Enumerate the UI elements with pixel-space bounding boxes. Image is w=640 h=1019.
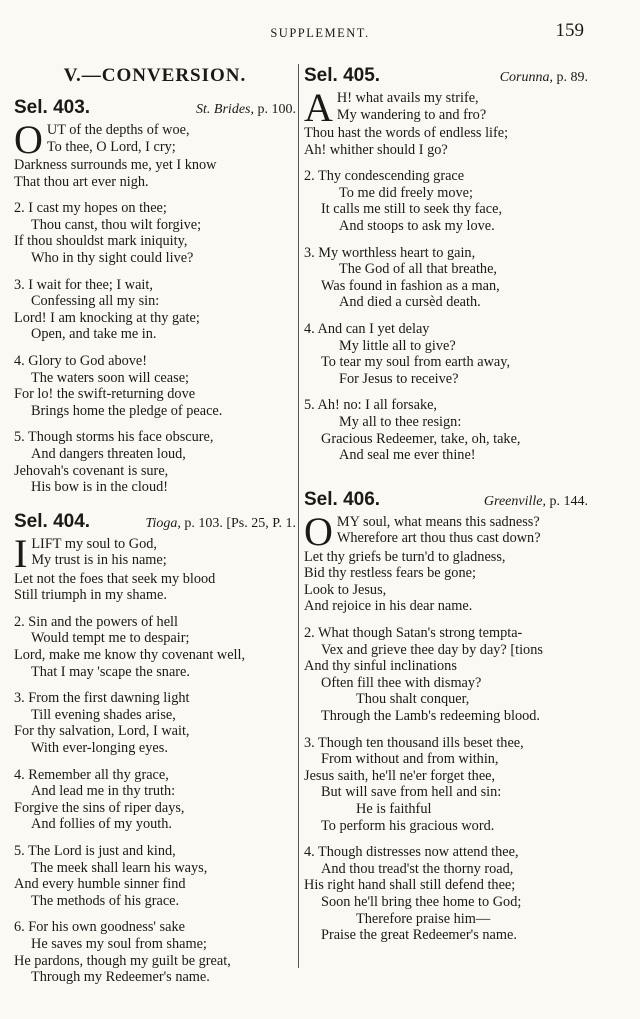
verse-line: To perform his gracious word. (321, 817, 495, 834)
verse-line: Was found in fashion as a man, (321, 277, 500, 294)
tune-name: St. Brides (196, 102, 251, 117)
verse-line: The meek shall learn his ways, (31, 859, 208, 876)
verse-line: His right hand shall still defend thee; (304, 877, 516, 894)
verse-line: My all to thee resign: (339, 413, 462, 430)
verse-line: My trust is in his name; (31, 552, 167, 569)
verse-line: For thy salvation, Lord, I wait, (14, 723, 190, 740)
verse-line: Jehovah's covenant is sure, (14, 462, 169, 479)
verse (304, 321, 588, 387)
verse-line: 3. I wait for thee; I wait, (14, 276, 153, 293)
verse-line: It calls me still to seek thy face, (321, 201, 503, 218)
verse-line: And died a cursèd death. (339, 294, 481, 311)
verse (14, 767, 296, 833)
verse-line: 4. And can I yet delay (304, 320, 430, 337)
verse-line: And lead me in thy truth: (31, 783, 176, 800)
verse-line: Let thy griefs be turn'd to gladness, (304, 548, 506, 565)
verse-line: And thy sinful inclinations (304, 658, 457, 675)
verse (304, 397, 588, 463)
tune-reference (145, 512, 296, 536)
verse (14, 277, 296, 343)
hymn-403 (14, 96, 296, 496)
verse (304, 168, 588, 234)
verse-line: Till evening shades arise, (31, 706, 176, 723)
hymn-header (14, 510, 296, 534)
verse-line: 2. I cast my hopes on thee; (14, 200, 167, 217)
verse (14, 530, 296, 604)
verse-line: Vex and grieve thee day by day? [tions (321, 641, 543, 658)
verse-line: With ever-longing eyes. (31, 740, 168, 757)
verse-line: Often fill thee with dismay? (321, 674, 482, 691)
verse-line: Lord! I am knocking at thy gate; (14, 309, 200, 326)
verse (14, 200, 296, 266)
verse-line: Therefore praise him— (356, 910, 491, 927)
selection-number: Sel. 406. (304, 488, 381, 510)
left-column (14, 64, 296, 1000)
verse-line: 3. My worthless heart to gain, (304, 244, 476, 261)
verse-line: He saves my soul from shame; (31, 935, 207, 952)
selection-number: Sel. 405. (304, 65, 381, 86)
tune-reference (500, 66, 588, 90)
drop-cap: A (304, 85, 333, 130)
verse-line: The methods of his grace. (31, 892, 180, 909)
verse-line: 4. Remember all thy grace, (14, 766, 169, 783)
hymn-header (14, 96, 296, 120)
verse (304, 844, 588, 944)
verse-line: Who in thy sight could live? (31, 249, 194, 266)
verse-line: Through the Lamb's redeeming blood. (321, 708, 540, 725)
drop-cap: O (14, 117, 43, 162)
verse-line: Thou hast the words of endless life; (304, 125, 509, 141)
verse (14, 614, 296, 680)
verse-line: From without and from within, (321, 751, 499, 768)
verse-line: And dangers threaten loud, (31, 445, 186, 462)
verse-line: LIFT my soul to God, (31, 535, 157, 552)
running-title: SUPPLEMENT. (270, 26, 370, 40)
selection-number: Sel. 404. (14, 510, 91, 532)
verse-line: My wandering to and fro? (336, 106, 487, 123)
hymn-404 (14, 510, 296, 986)
verse (304, 735, 588, 835)
verse-line: 2. Thy condescending grace (304, 168, 465, 185)
verse-line: Confessing all my sin: (31, 293, 160, 310)
verse (304, 625, 588, 725)
verse-line: 5. Ah! no: I all forsake, (304, 397, 438, 414)
verse-line: To me did freely move; (339, 184, 473, 201)
hymn-header (304, 488, 588, 512)
hymn-405 (304, 64, 588, 464)
verse-line: And thou tread'st the thorny road, (321, 860, 514, 877)
verse (14, 429, 296, 495)
verse (14, 919, 296, 985)
verse-line: Lord, make me know thy covenant well, (14, 647, 246, 664)
hymn-406 (304, 488, 588, 944)
verse-line: The God of all that breathe, (339, 261, 497, 278)
verse-line: H! what avails my strife, (336, 90, 479, 106)
verse-line: To tear my soul from earth away, (321, 354, 511, 371)
verse-line: Jesus saith, he'll ne'er forget thee, (304, 767, 496, 784)
tune-reference (484, 490, 588, 514)
verse-line: That I may 'scape the snare. (31, 663, 190, 680)
tune-page: , p. 103. [Ps. 25, P. 1. (177, 515, 296, 531)
column-divider (298, 64, 299, 968)
section-title: V.—CONVERSION. (63, 65, 247, 86)
verse-line: Ah! whither should I go? (304, 141, 448, 158)
drop-cap: O (304, 508, 333, 554)
verse-line: UT of the depths of woe, (46, 122, 190, 138)
verse-line: And follies of my youth. (31, 816, 172, 833)
hymn-header (304, 64, 588, 88)
verse-line: 4. Though distresses now attend thee, (304, 844, 519, 861)
verse-line: If thou shouldst mark iniquity, (14, 233, 188, 250)
verse (304, 508, 588, 615)
verse-line: And rejoice in his dear name. (304, 598, 473, 615)
verse (14, 843, 296, 909)
verse (14, 353, 296, 419)
verse-line: His bow is in the cloud! (31, 479, 169, 496)
verse-line: And seal me ever thine! (339, 447, 476, 464)
verse-line: But will save from hell and sin: (321, 784, 502, 801)
verse-line: Forgive the sins of riper days, (14, 799, 185, 816)
verse-line: 6. For his own goodness' sake (14, 919, 185, 936)
verse (14, 690, 296, 756)
tune-page: , p. 144. (542, 493, 588, 509)
verse-line: Bid thy restless fears be gone; (304, 565, 476, 582)
verse-line: He pardons, though my guilt be great, (14, 952, 231, 969)
verse-line: 4. Glory to God above! (14, 352, 148, 369)
verse-line: My little all to give? (339, 337, 456, 354)
verse-line: Would tempt me to despair; (31, 630, 190, 647)
verse-line: Wherefore art thou thus cast down? (336, 530, 541, 547)
verse-line: 5. Though storms his face obscure, (14, 429, 214, 446)
verse (304, 245, 588, 311)
drop-cap: I (14, 530, 28, 576)
verse-line: Open, and take me in. (31, 326, 157, 343)
tune-page: , p. 100. (250, 102, 296, 117)
verse-line: Brings home the pledge of peace. (31, 402, 223, 419)
verse-line: Through my Redeemer's name. (31, 969, 210, 986)
verse (14, 117, 296, 190)
verse-line: For Jesus to receive? (339, 370, 459, 387)
verse-line: Thou shalt conquer, (356, 691, 470, 708)
tune-reference (196, 98, 296, 122)
verse-line: 3. Though ten thousand ills beset thee, (304, 734, 524, 751)
verse-line: The waters soon will cease; (31, 369, 190, 386)
right-column (304, 64, 588, 958)
verse-line: 5. The Lord is just and kind, (14, 843, 176, 859)
verse-line: Let not the foes that seek my blood (14, 570, 216, 587)
verse-line: He is faithful (356, 801, 432, 817)
verse-line: 2. What though Satan's strong tempta- (304, 625, 523, 642)
tune-name: Greenville (483, 493, 543, 509)
tune-page: , p. 89. (549, 70, 588, 85)
verse-line: And stoops to ask my love. (339, 217, 495, 234)
verse-line: To thee, O Lord, I cry; (46, 138, 176, 155)
verse-line: Thou canst, thou wilt forgive; (31, 216, 202, 233)
verse-line: And every humble sinner find (14, 876, 186, 893)
verse-line: Soon he'll bring thee home to God; (321, 893, 522, 910)
verse-line: Darkness surrounds me, yet I know (14, 157, 217, 173)
page-number: 159 (555, 20, 584, 41)
verse-line: Gracious Redeemer, take, oh, take, (321, 430, 521, 447)
verse-line: 3. From the first dawning light (14, 690, 190, 707)
verse-line: Praise the great Redeemer's name. (321, 927, 517, 944)
verse-line: 2. Sin and the powers of hell (14, 613, 178, 630)
tune-name: Tioga (145, 515, 178, 531)
verse-line: For lo! the swift-returning dove (14, 386, 196, 403)
verse-line: Still triumph in my shame. (14, 587, 167, 604)
verse-line: That thou art ever nigh. (14, 173, 149, 190)
verse (304, 85, 588, 158)
verse-line: Look to Jesus, (304, 581, 387, 598)
verse-line: MY soul, what means this sadness? (336, 513, 540, 530)
selection-number: Sel. 403. (14, 97, 91, 118)
tune-name: Corunna (499, 70, 550, 85)
